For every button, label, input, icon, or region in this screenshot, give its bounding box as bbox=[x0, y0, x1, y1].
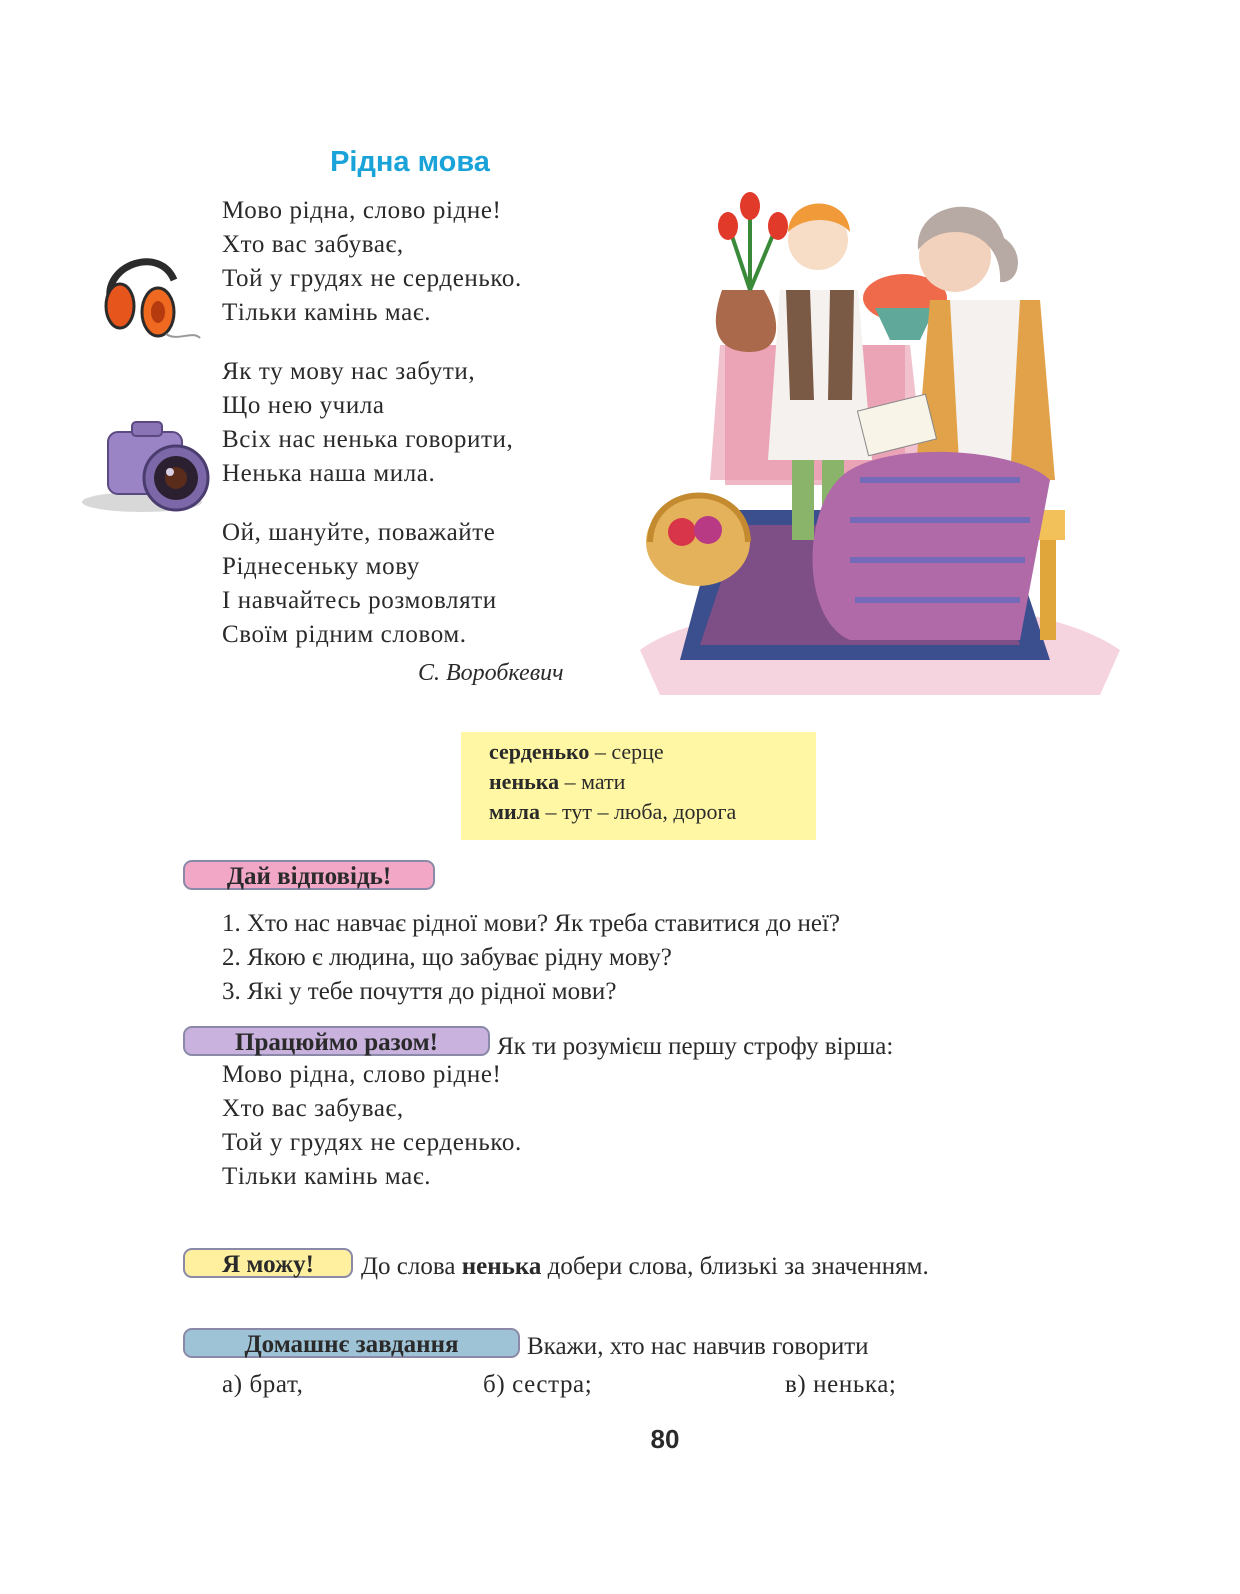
poem-line: Той у грудях не серденько. bbox=[222, 265, 522, 292]
together-tag: Працюймо разом! bbox=[183, 1026, 490, 1056]
poem-line: Ненька наша мила. bbox=[222, 460, 436, 487]
poem-line: Той у грудях не серденько. bbox=[222, 1129, 522, 1156]
question-item: 2. Якою є людина, що забуває рідну мову? bbox=[222, 944, 672, 971]
answer-tag: Дай відповідь! bbox=[183, 860, 435, 890]
poem-line: Своїм рідним словом. bbox=[222, 621, 467, 648]
poem-line: Ой, шануйте, поважайте bbox=[222, 519, 496, 546]
poem-line: Хто вас забуває, bbox=[222, 1095, 404, 1122]
glossary-meaning: – тут – люба, дорога bbox=[540, 799, 737, 824]
poem-line: Мово рідна, слово рідне! bbox=[222, 197, 502, 224]
glossary-entry bbox=[489, 737, 736, 767]
question-item: 1. Хто нас навчає рідної мови? Як треба ставитися до неї? bbox=[222, 910, 840, 937]
question-item: 3. Які у тебе почуття до рідної мови? bbox=[222, 978, 617, 1005]
homework-option-a: а) брат, bbox=[222, 1371, 304, 1398]
poem-line: Хто вас забуває, bbox=[222, 231, 404, 258]
headphones-icon bbox=[96, 246, 206, 346]
glossary-meaning: – мати bbox=[559, 769, 626, 794]
together-prompt: Як ти розумієш першу строфу вірша: bbox=[497, 1033, 894, 1060]
poem-line: Як ту мову нас забути, bbox=[222, 358, 476, 385]
glossary-word: мила bbox=[489, 799, 541, 824]
can-task-suffix: добери слова, близькі за значенням. bbox=[541, 1253, 929, 1280]
poem-line: І навчайтесь розмовляти bbox=[222, 587, 497, 614]
poem-stanza-3 bbox=[222, 516, 497, 652]
glossary-word: серденько bbox=[489, 739, 590, 764]
homework-tag: Домашнє завдання bbox=[183, 1328, 520, 1358]
page-title: Рідна мова bbox=[330, 146, 490, 178]
poem-line: Ріднесеньку мову bbox=[222, 553, 420, 580]
glossary-meaning: – серце bbox=[589, 739, 664, 764]
poem-line: Тільки камінь має. bbox=[222, 299, 432, 326]
can-tag: Я можу! bbox=[183, 1248, 353, 1278]
poem-line: Що нею учила bbox=[222, 392, 385, 419]
homework-prompt: Вкажи, хто нас навчив говорити bbox=[527, 1333, 869, 1360]
glossary-entry bbox=[489, 767, 736, 797]
homework-option-b: б) сестра; bbox=[483, 1371, 593, 1398]
poem-author: С. Воробкевич bbox=[418, 660, 564, 686]
can-task-prefix: До слова bbox=[361, 1253, 462, 1280]
question-list bbox=[222, 907, 840, 1009]
poem-stanza-2 bbox=[222, 355, 513, 491]
poem-stanza-1 bbox=[222, 194, 522, 330]
page-number: 80 bbox=[650, 1424, 680, 1454]
quoted-stanza bbox=[222, 1058, 522, 1194]
homework-option-c: в) ненька; bbox=[785, 1371, 897, 1398]
grandmother-child-illustration bbox=[600, 180, 1140, 700]
glossary-word: ненька bbox=[489, 769, 560, 794]
poem-line: Всіх нас ненька говорити, bbox=[222, 426, 514, 453]
glossary-list bbox=[489, 737, 736, 827]
glossary-entry bbox=[489, 797, 736, 827]
poem-line: Мово рідна, слово рідне! bbox=[222, 1061, 502, 1088]
poem-line: Тільки камінь має. bbox=[222, 1163, 432, 1190]
can-task-word: ненька bbox=[461, 1253, 542, 1280]
camera-icon bbox=[80, 418, 220, 518]
can-task bbox=[361, 1253, 929, 1281]
